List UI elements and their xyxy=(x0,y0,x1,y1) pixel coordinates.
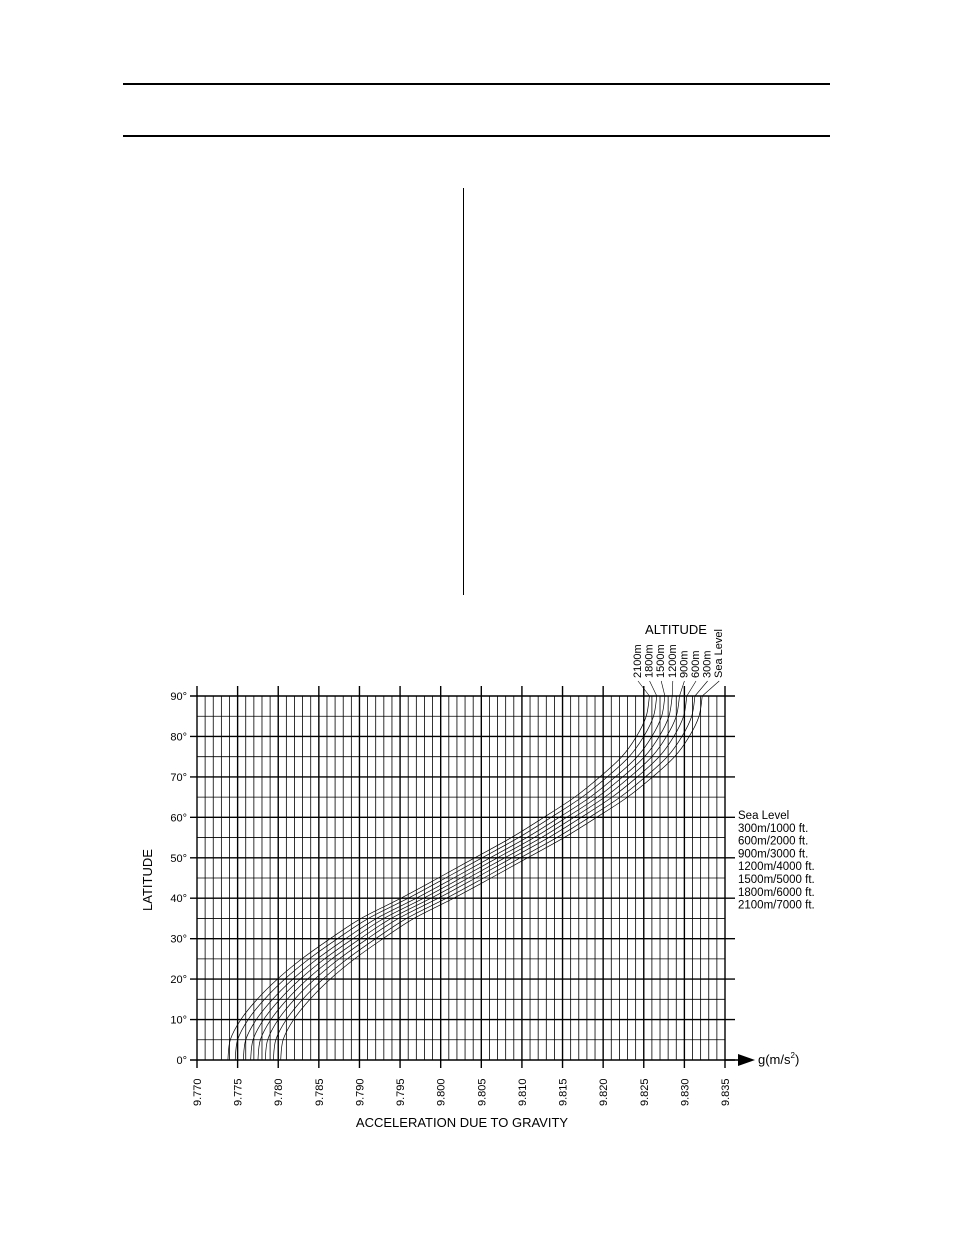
x-axis-arrowhead xyxy=(738,1054,755,1066)
altitude-label: 1500m xyxy=(655,644,668,678)
x-tick-label: 9.780 xyxy=(273,1078,286,1106)
x-tick-label: 9.805 xyxy=(476,1078,489,1106)
altitude-label: 300m xyxy=(701,650,714,678)
x-unit-label: $g(m/s^2)$ xyxy=(758,1051,800,1067)
x-tick-labels xyxy=(192,1078,732,1106)
y-axis-label: LATITUDE xyxy=(140,849,155,911)
y-tick-label: 90° xyxy=(170,691,187,703)
x-tick-label: 9.790 xyxy=(354,1078,367,1106)
legend xyxy=(738,810,815,912)
x-tick-label: 9.820 xyxy=(598,1078,611,1106)
x-tick-label: 9.785 xyxy=(313,1078,326,1106)
x-tick-label: 9.775 xyxy=(232,1078,245,1106)
altitude-leader xyxy=(661,681,665,696)
x-tick-label: 9.810 xyxy=(516,1078,529,1106)
altitude-leader xyxy=(687,681,696,696)
x-tick-label: 9.830 xyxy=(679,1078,692,1106)
x-tick-label: 9.795 xyxy=(395,1078,408,1106)
altitude-leader xyxy=(672,681,673,696)
altitude-label: 1200m xyxy=(666,644,679,678)
altitude-leader-lines xyxy=(638,681,719,696)
y-tick-label: 0° xyxy=(176,1055,187,1067)
altitude-label: 600m xyxy=(690,650,702,678)
legend-entry: 900m/3000 ft. xyxy=(738,848,809,861)
x-tick-label: 9.815 xyxy=(557,1078,570,1106)
altitude-leader xyxy=(680,681,685,696)
y-tick-label: 50° xyxy=(170,852,187,865)
legend-entry: 300m/1000 ft. xyxy=(738,822,809,835)
altitude-label: 900m xyxy=(678,650,691,678)
y-tick-label: 10° xyxy=(170,1014,187,1027)
altitude-leader xyxy=(695,681,708,696)
altitude-leader xyxy=(650,681,657,696)
legend-entry: 1800m/6000 ft. xyxy=(738,886,815,899)
x-tick-label: 9.835 xyxy=(720,1078,732,1106)
legend-entry: 1500m/5000 ft. xyxy=(738,874,815,886)
y-tick-labels xyxy=(170,691,187,1067)
altitude-label: 1800m xyxy=(643,644,656,678)
y-tick-label: 60° xyxy=(170,812,187,825)
legend-entry: 600m/2000 ft. xyxy=(738,835,809,848)
x-tick-label: 9.770 xyxy=(192,1078,204,1106)
legend-entry: 2100m/7000 ft. xyxy=(738,899,815,912)
y-tick-label: 30° xyxy=(170,933,187,946)
altitude-label: 2100m xyxy=(632,644,644,678)
altitude-header: ALTITUDE xyxy=(645,622,707,637)
x-axis-label: ACCELERATION DUE TO GRAVITY xyxy=(355,1115,569,1130)
y-tick-label: 40° xyxy=(170,893,187,906)
legend-entry: Sea Level xyxy=(738,810,790,822)
y-tick-label: 80° xyxy=(170,731,187,744)
legend-entry: 1200m/4000 ft. xyxy=(738,861,815,874)
y-tick-label: 20° xyxy=(170,974,187,987)
x-tick-label: 9.825 xyxy=(638,1078,651,1106)
altitude-leader xyxy=(702,681,719,696)
x-tick-label: 9.800 xyxy=(435,1078,448,1106)
altitude-label: Sea Level xyxy=(713,629,726,678)
y-tick-label: 70° xyxy=(170,771,187,784)
